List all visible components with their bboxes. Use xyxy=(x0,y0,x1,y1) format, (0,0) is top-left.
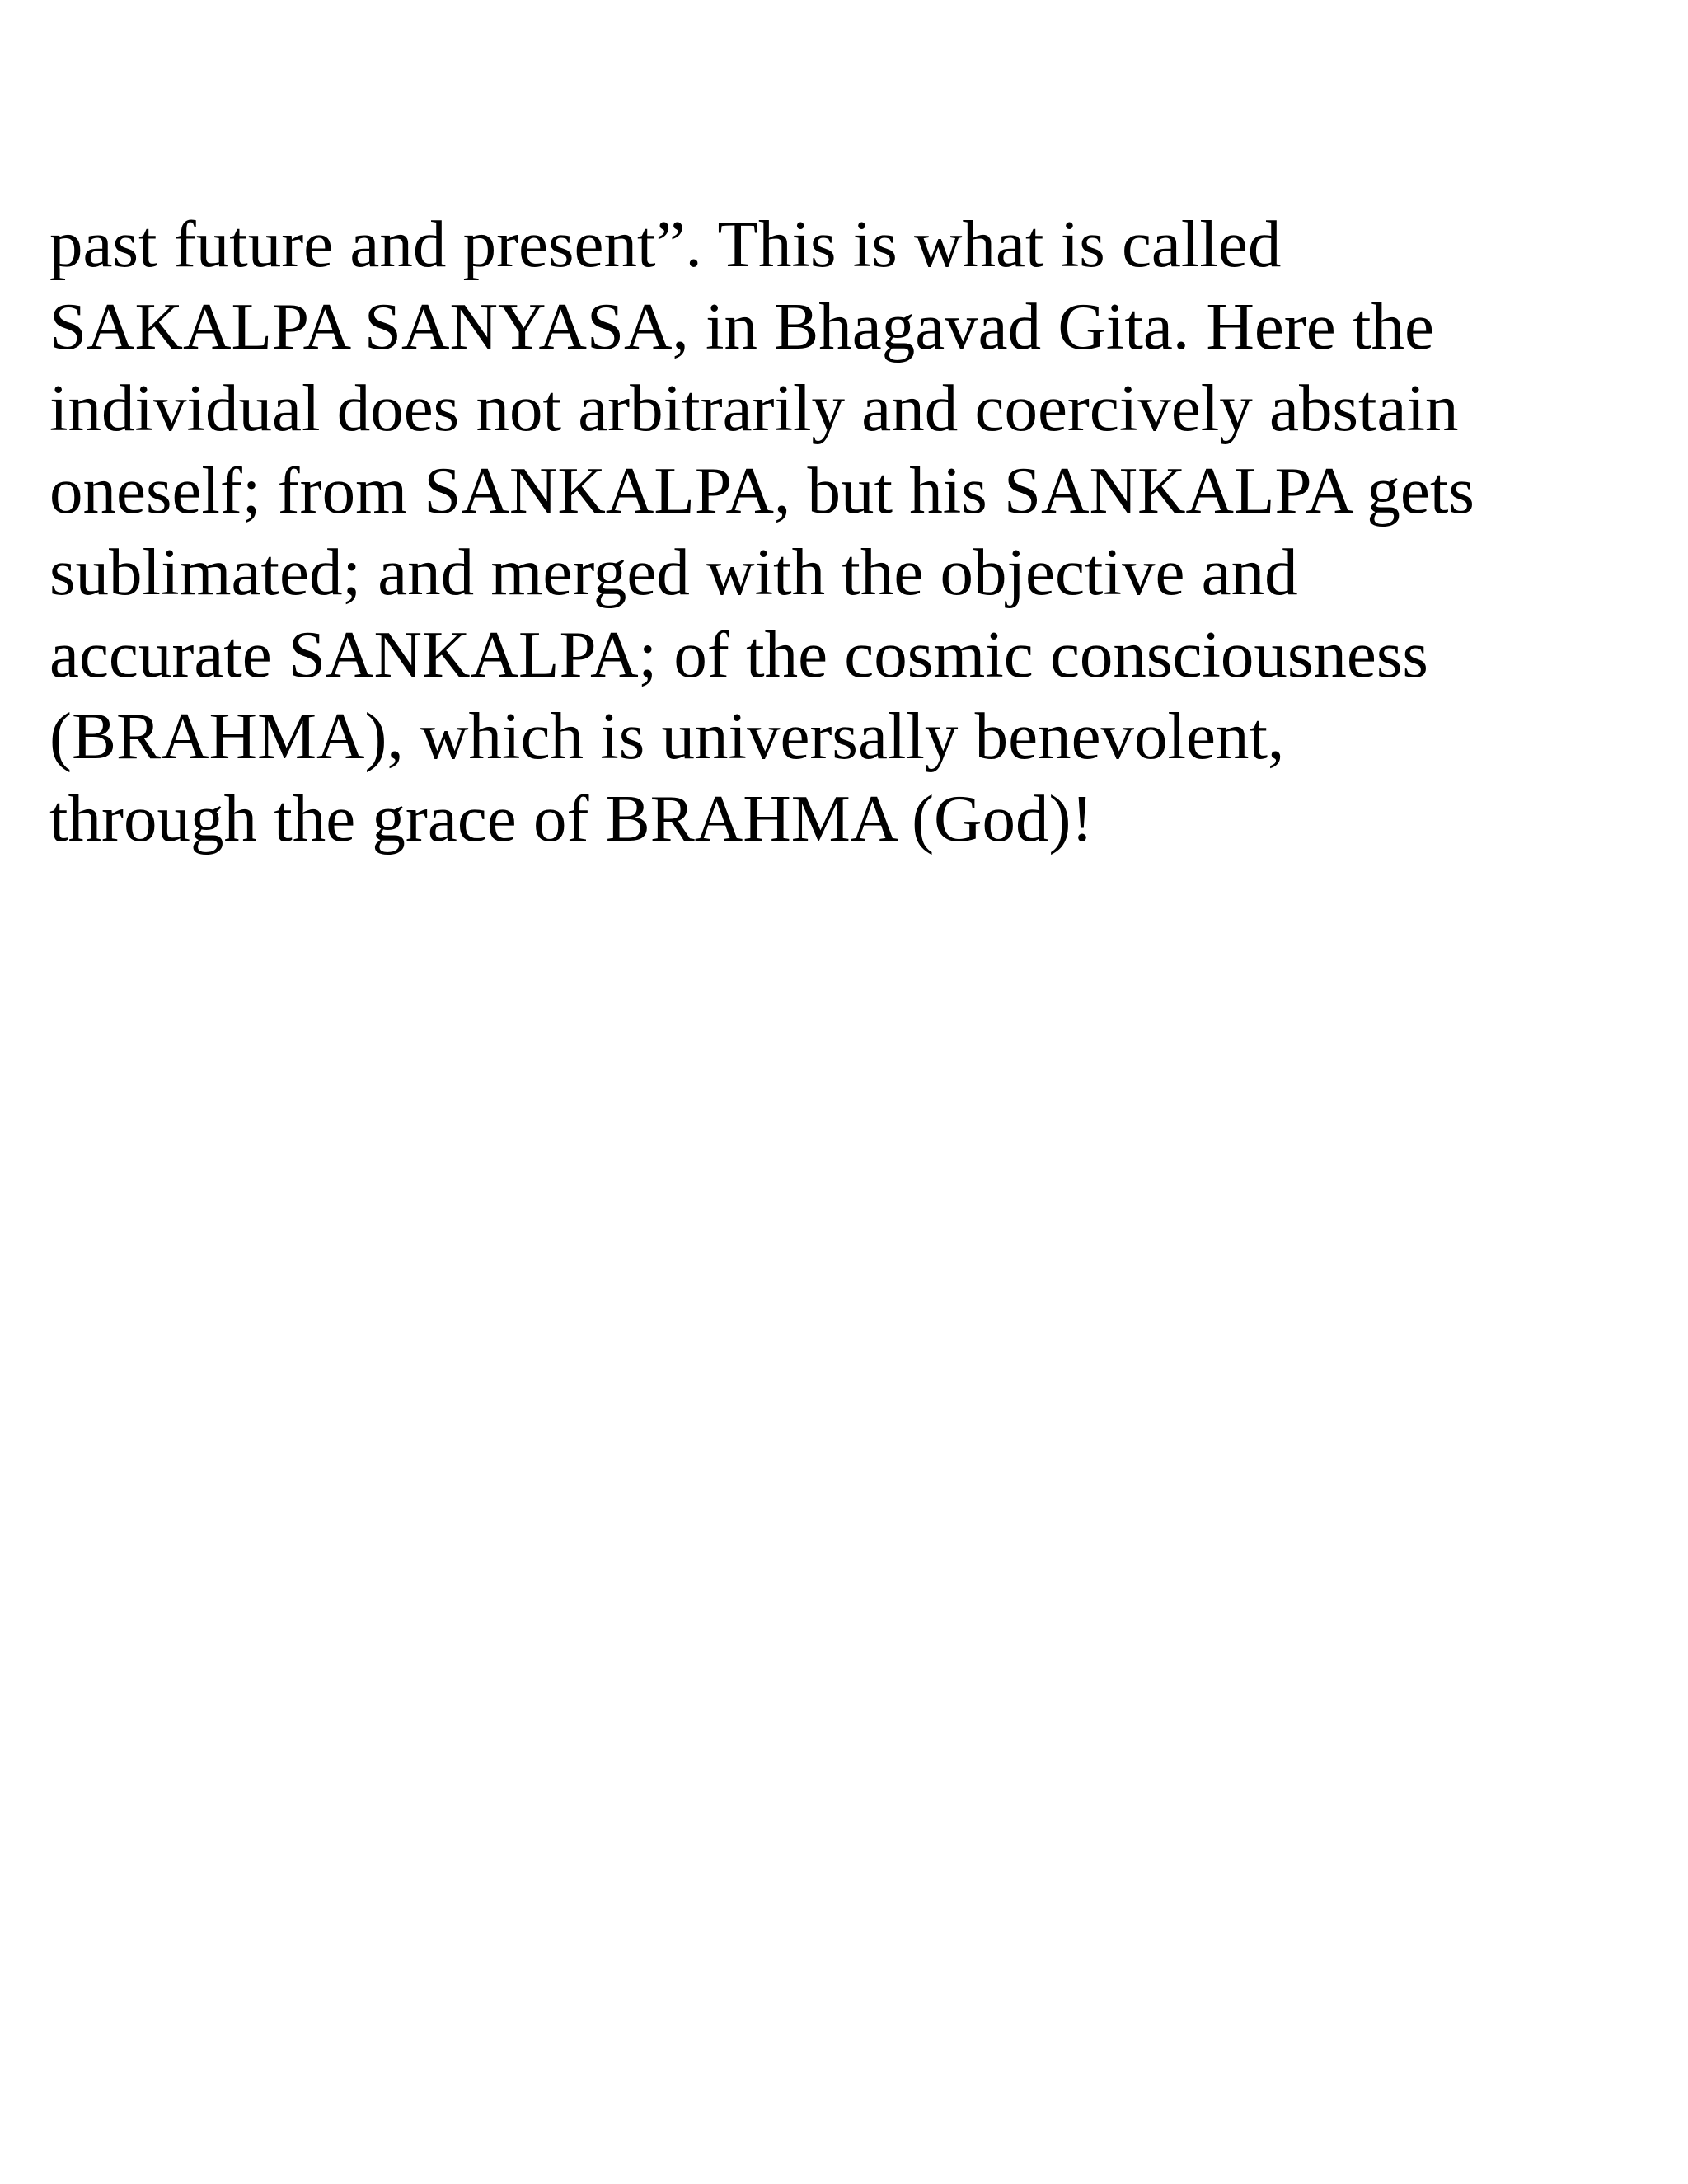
text-line: sublimated; and merged with the objective and xyxy=(49,535,1298,609)
text-line: accurate SANKALPA; of the cosmic consciousness xyxy=(49,616,1428,691)
text-line: oneself; from SANKALPA, but his SANKALPA gets xyxy=(49,452,1475,527)
text-line: SAKALPA SANYASA, in Bhagavad Gita. Here the xyxy=(49,288,1434,363)
text-line: through the grace of BRAHMA (God)! xyxy=(49,780,1094,855)
text-line: past future and present”. This is what is called xyxy=(49,207,1282,281)
text-line: individual does not arbitrarily and coercively abstain xyxy=(49,371,1459,445)
text-line: (BRAHMA), which is universally benevolent, xyxy=(49,699,1285,773)
body-paragraph xyxy=(49,204,1665,860)
